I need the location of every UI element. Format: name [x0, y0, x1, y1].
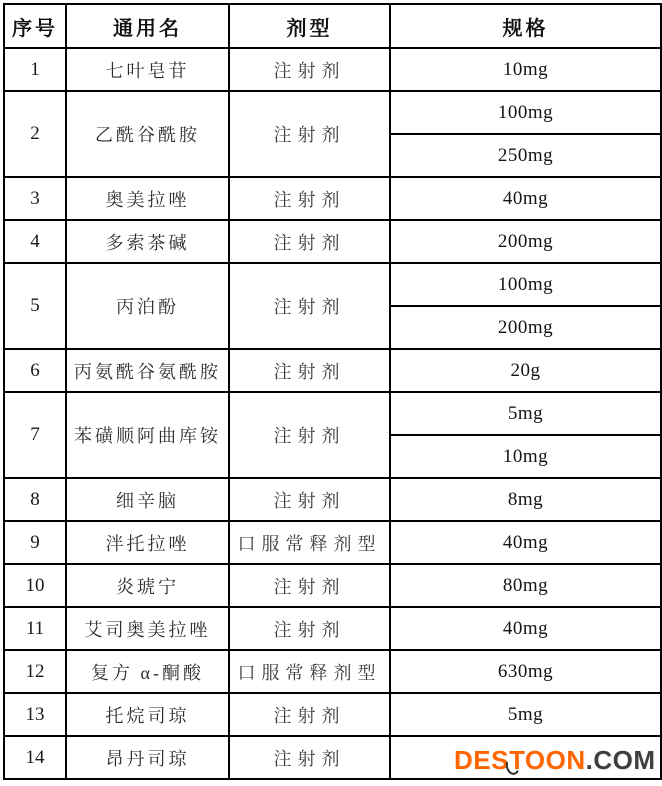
name-cell: 乙酰谷酰胺: [66, 91, 229, 177]
table-row-8: [4, 478, 661, 521]
no-cell: 6: [4, 349, 66, 392]
no-cell: 14: [4, 736, 66, 779]
no-cell: 1: [4, 48, 66, 91]
form-cell: 注射剂: [229, 607, 390, 650]
name-cell: 奥美拉唑: [66, 177, 229, 220]
no-cell: 13: [4, 693, 66, 736]
header-col-no: 序号: [4, 4, 66, 48]
form-cell: 注射剂: [229, 736, 390, 779]
form-cell: 注射剂: [229, 220, 390, 263]
header-col-name: 通用名: [66, 4, 229, 48]
form-cell: 注射剂: [229, 48, 390, 91]
spec-cell: 80mg: [390, 564, 661, 607]
name-cell: 细辛脑: [66, 478, 229, 521]
no-cell: 3: [4, 177, 66, 220]
spec-cell: 250mg: [390, 134, 661, 177]
no-cell: 12: [4, 650, 66, 693]
no-cell: 9: [4, 521, 66, 564]
name-cell: 艾司奥美拉唑: [66, 607, 229, 650]
table-row-11: [4, 607, 661, 650]
form-cell: 口服常释剂型: [229, 521, 390, 564]
no-cell: 10: [4, 564, 66, 607]
spec-cell: 20g: [390, 349, 661, 392]
drug-spec-table: [3, 3, 662, 780]
table-row-3: [4, 177, 661, 220]
form-cell: 注射剂: [229, 564, 390, 607]
no-cell: 5: [4, 263, 66, 349]
form-cell: 注射剂: [229, 349, 390, 392]
header-col-spec: 规格: [390, 4, 661, 48]
destoon-watermark: [454, 745, 654, 777]
table-header-row: [4, 4, 661, 48]
spec-cell: 200mg: [390, 220, 661, 263]
spec-cell: 40mg: [390, 521, 661, 564]
spec-cell: 8mg: [390, 478, 661, 521]
table-row-13: [4, 693, 661, 736]
spec-cell: 5mg: [390, 693, 661, 736]
name-cell: 托烷司琼: [66, 693, 229, 736]
form-cell: 口服常释剂型: [229, 650, 390, 693]
name-cell: 七叶皂苷: [66, 48, 229, 91]
no-cell: 8: [4, 478, 66, 521]
spec-cell: 5mg: [390, 392, 661, 435]
name-cell: 丙氨酰谷氨酰胺: [66, 349, 229, 392]
spec-cell: 40mg: [390, 607, 661, 650]
name-cell: 苯磺顺阿曲库铵: [66, 392, 229, 478]
no-cell: 2: [4, 91, 66, 177]
spec-cell: 100mg: [390, 91, 661, 134]
spec-cell: 100mg: [390, 263, 661, 306]
table-row-1: [4, 48, 661, 91]
table-row-6: [4, 349, 661, 392]
name-cell: 昂丹司琼: [66, 736, 229, 779]
name-cell: 丙泊酚: [66, 263, 229, 349]
table-row-2-spec1: [4, 91, 661, 134]
form-cell: 注射剂: [229, 91, 390, 177]
form-cell: 注射剂: [229, 177, 390, 220]
spec-cell: 630mg: [390, 650, 661, 693]
no-cell: 7: [4, 392, 66, 478]
table-row-10: [4, 564, 661, 607]
table-row-4: [4, 220, 661, 263]
spec-cell: 200mg: [390, 306, 661, 349]
form-cell: 注射剂: [229, 478, 390, 521]
watermark-main: DESTOON: [454, 745, 586, 775]
no-cell: 11: [4, 607, 66, 650]
spec-cell: 10mg: [390, 48, 661, 91]
form-cell: 注射剂: [229, 392, 390, 478]
name-cell: 炎琥宁: [66, 564, 229, 607]
table-row-5-spec1: [4, 263, 661, 306]
no-cell: 4: [4, 220, 66, 263]
form-cell: 注射剂: [229, 263, 390, 349]
name-cell: 复方 α-酮酸: [66, 650, 229, 693]
header-col-form: 剂型: [229, 4, 390, 48]
name-cell: 泮托拉唑: [66, 521, 229, 564]
watermark-suffix: .COM: [585, 745, 656, 775]
form-cell: 注射剂: [229, 693, 390, 736]
spec-cell: 10mg: [390, 435, 661, 478]
table-row-7-spec1: [4, 392, 661, 435]
table-row-12: [4, 650, 661, 693]
name-cell: 多索茶碱: [66, 220, 229, 263]
table-row-9: [4, 521, 661, 564]
spec-cell: 40mg: [390, 177, 661, 220]
